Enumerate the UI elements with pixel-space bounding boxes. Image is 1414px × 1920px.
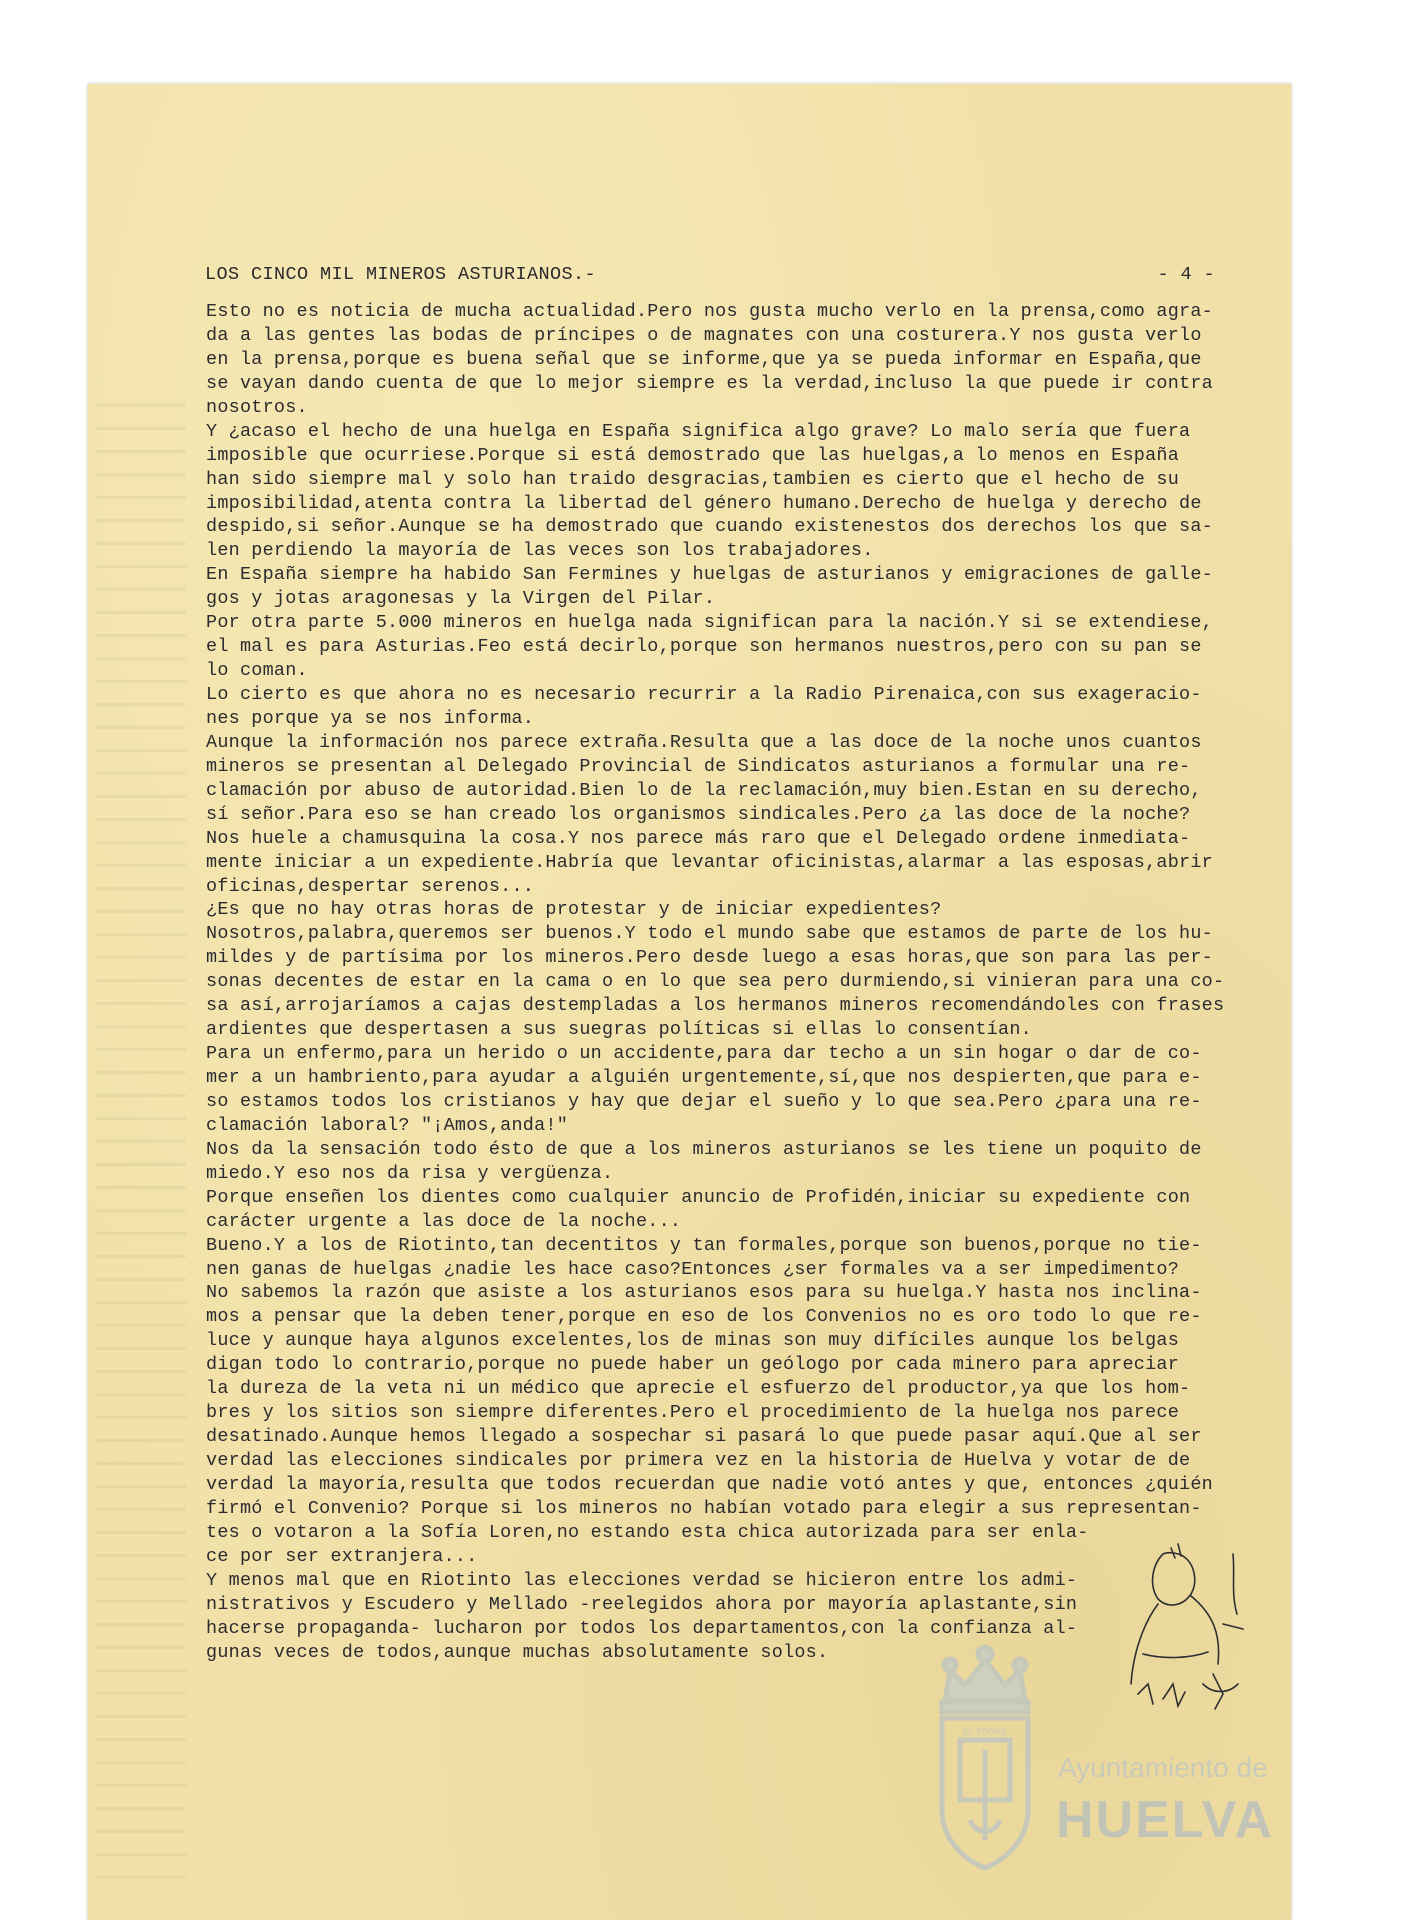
body-line: oficinas,despertar serenos...	[206, 875, 535, 897]
body-line: lo coman.	[206, 660, 308, 682]
body-line: verdad la mayoría,resulta que todos recuerdan que nadie votó antes y que, entonces ¿quién	[206, 1473, 1213, 1495]
body-line: Y ¿acaso el hecho de una huelga en España significa algo grave? Lo malo sería que fuera	[206, 420, 1191, 442]
body-line: imposible que ocurriese.Porque si está demostrado que las huelgas,a lo menos en España	[206, 444, 1180, 466]
city-seal-icon	[930, 1640, 1040, 1880]
body-line: mente iniciar a un expediente.Habría que levantar oficinistas,alarmar a las esposas,abrir	[206, 851, 1213, 873]
bleed-through-marks	[96, 384, 186, 1884]
body-line: verdad las elecciones sindicales por primera vez en la historia de Huelva y votar de de	[206, 1450, 1191, 1471]
watermark-line-1: Ayuntamiento de	[1058, 1752, 1268, 1783]
body-line: clamación laboral? "¡Amos,anda!"	[206, 1114, 569, 1136]
body-line: mildes y de partísima por los mineros.Pero desde luego a esas horas,que son para las per-	[206, 947, 1213, 969]
seal-text: EL TORRE	[962, 1727, 1008, 1737]
body-line: nistrativos y Escudero y Mellado -reelegidos ahora por mayoría aplastante,sin	[206, 1593, 1078, 1615]
body-line: tes o votaron a la Sofía Loren,no estando esta chica autorizada para ser enla-	[206, 1521, 1089, 1543]
body-line: sonas decentes de estar en la cama o en lo que sea pero durmiendo,si vinieran para una co-	[206, 971, 1225, 993]
body-line: la dureza de la veta ni un médico que aprecie el esfuerzo del productor,ya que los hom-	[206, 1378, 1191, 1400]
huelva-watermark-logo	[920, 1640, 1300, 1900]
body-line: despido,si señor.Aunque se ha demostrado que cuando existenestos dos derechos los que sa-	[206, 516, 1213, 538]
body-line: mer a un hambriento,para ayudar a alguién urgentemente,sí,que nos despierten,que para e-	[206, 1067, 1202, 1088]
body-line: Aunque la información nos parece extraña.Resulta que a las doce de la noche unos cuantos	[206, 731, 1202, 753]
body-line: digan todo lo contrario,porque no puede haber un geólogo por cada minero para apreciar	[206, 1354, 1180, 1376]
body-line: sa así,arrojaríamos a cajas destempladas a los hermanos mineros recomendándoles con frases	[206, 995, 1225, 1017]
body-line: ¿Es que no hay otras horas de protestar y de iniciar expedientes?	[206, 899, 942, 921]
body-line: Lo cierto es que ahora no es necesario recurrir a la Radio Pirenaica,con sus exageracio-	[206, 684, 1202, 705]
watermark-line-2: HUELVA	[1056, 1791, 1275, 1849]
body-line: Nos da la sensación todo ésto de que a los mineros asturianos se les tiene un poquito de	[206, 1138, 1202, 1160]
body-line: hacerse propaganda- lucharon por todos los departamentos,con la confianza al-	[206, 1617, 1078, 1639]
body-line: miedo.Y eso nos da risa y vergüenza.	[206, 1162, 614, 1184]
body-line: Esto no es noticia de mucha actualidad.Pero nos gusta mucho verlo en la prensa,como agra-	[206, 301, 1213, 322]
body-line: desatinado.Aunque hemos llegado a sospechar si pasará lo que puede pasar aquí.Que al ser	[206, 1426, 1202, 1448]
body-line: bres y los sitios son siempre diferentes.Pero el procedimiento de la huelga nos parece	[206, 1402, 1180, 1424]
body-line: nen ganas de huelgas ¿nadie les hace caso?Entonces ¿ser formales va a ser impedimento?	[206, 1258, 1180, 1280]
body-line: nes porque ya se nos informa.	[206, 707, 535, 729]
body-line: mineros se presentan al Delegado Provincial de Sindicatos asturianos a formular una re-	[206, 755, 1191, 777]
body-line: Y menos mal que en Riotinto las elecciones verdad se hicieron entre los admi-	[206, 1569, 1078, 1591]
body-line: mos a pensar que la deben tener,porque en eso de los Convenios no es oro todo lo que re-	[206, 1306, 1202, 1328]
body-line: nosotros.	[206, 396, 308, 418]
body-line: imposibilidad,atenta contra la libertad del género humano.Derecho de huelga y derecho de	[206, 492, 1202, 514]
body-line: len perdiendo la mayoría de las veces son los trabajadores.	[206, 540, 874, 562]
body-line: Porque enseñen los dientes como cualquier anuncio de Profidén,iniciar su expediente con	[206, 1186, 1191, 1208]
body-line: Bueno.Y a los de Riotinto,tan decentitos y tan formales,porque son buenos,porque no tie-	[206, 1234, 1202, 1256]
body-line: clamación por abuso de autoridad.Bien lo de la reclamación,muy bien.Estan en su derecho,	[206, 779, 1202, 801]
body-line: en la prensa,porque es buena señal que se informe,que ya se pueda informar en España,que	[206, 348, 1202, 370]
body-line: Nosotros,palabra,queremos ser buenos.Y todo el mundo sabe que estamos de parte de los hu-	[206, 923, 1213, 945]
body-line: han sido siempre mal y solo han traido desgracias,tambien es cierto que el hecho de su	[206, 468, 1180, 490]
body-line: En España siempre ha habido San Fermines y huelgas de asturianos y emigraciones de galle-	[206, 564, 1213, 586]
document-title: LOS CINCO MIL MINEROS ASTURIANOS.-	[205, 264, 597, 285]
body-line: gunas veces de todos,aunque muchas absolutamente solos.	[206, 1641, 829, 1663]
body-line: carácter urgente a las doce de la noche...	[206, 1210, 682, 1232]
body-line: Para un enfermo,para un herido o un accidente,para dar techo a un sin hogar o dar de co-	[206, 1043, 1202, 1065]
body-line: gos y jotas aragonesas y la Virgen del Pilar.	[206, 588, 716, 610]
body-line: Por otra parte 5.000 mineros en huelga nada significan para la nación.Y si se extendiese,	[206, 612, 1213, 634]
body-line: Nos huele a chamusquina la cosa.Y nos parece más raro que el Delegado ordene inmediata-	[206, 827, 1191, 849]
body-line: da a las gentes las bodas de príncipes o de magnates con una costurera.Y nos gusta verlo	[206, 324, 1202, 346]
body-line: luce y aunque haya algunos excelentes,los de minas son muy difíciles aunque los belgas	[206, 1330, 1180, 1352]
page-number: - 4 -	[1157, 264, 1215, 285]
body-line: se vayan dando cuenta de que lo mejor siempre es la verdad,incluso la que puede ir contra	[206, 372, 1213, 394]
body-text	[206, 300, 1226, 1664]
body-line: firmó el Convenio? Porque si los mineros no habían votado para elegir a sus representan-	[206, 1497, 1202, 1519]
body-line: ce por ser extranjera...	[206, 1545, 478, 1567]
body-line: el mal es para Asturias.Feo está decirlo,porque son hermanos nuestros,pero con su pan se	[206, 636, 1202, 658]
body-line: so estamos todos los cristianos y hay que dejar el sueño y lo que sea.Pero ¿para una re-	[206, 1090, 1202, 1112]
body-line: No sabemos la razón que asiste a los asturianos esos para su huelga.Y hasta nos inclina-	[206, 1282, 1202, 1304]
body-line: ardientes que despertasen a sus suegras políticas si ellas lo consentían.	[206, 1019, 1032, 1041]
body-line: sí señor.Para eso se han creado los organismos sindicales.Pero ¿a las doce de la noche?	[206, 803, 1191, 825]
